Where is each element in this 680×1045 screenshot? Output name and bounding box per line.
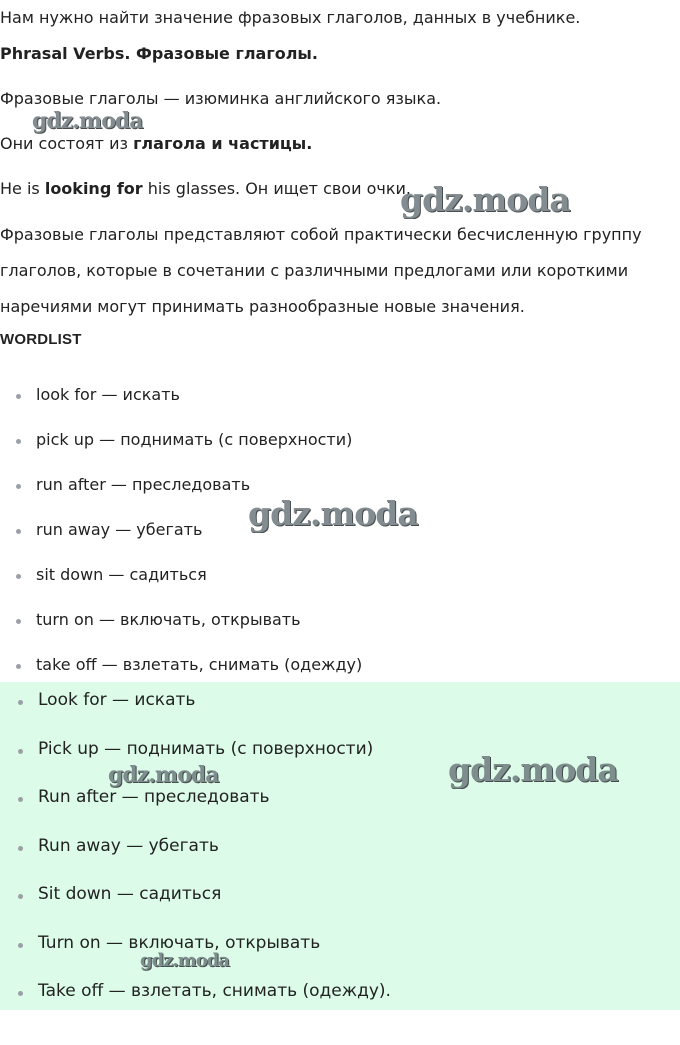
paragraph-2-bold: глагола и частицы. [133, 134, 313, 153]
paragraph-2 [0, 134, 312, 153]
bullet-icon [18, 943, 23, 948]
paragraph-3-line-3: наречиями могут принимать разнообразные новые значения. [0, 297, 525, 316]
example-prefix: He is [0, 179, 45, 198]
watermark: gdz.moda [248, 494, 418, 533]
bullet-icon [16, 664, 21, 669]
watermark: gdz.moda [108, 762, 219, 788]
intro-text: Нам нужно найти значение фразовых глаголов, данных в учебнике. [0, 8, 581, 27]
bullet-icon [18, 797, 23, 802]
bullet-icon [16, 394, 21, 399]
bullet-icon [18, 749, 23, 754]
watermark: gdz.moda [32, 108, 143, 134]
section-heading: Phrasal Verbs. Фразовые глаголы. [0, 44, 318, 63]
bullet-icon [18, 991, 23, 996]
watermark: gdz.moda [400, 180, 570, 219]
paragraph-1: Фразовые глаголы — изюминка английского языка. [0, 89, 442, 108]
watermark: gdz.moda [448, 750, 618, 789]
paragraph-3-line-2: глаголов, которые в сочетании с различными предлогами или короткими [0, 261, 629, 280]
bullet-icon [16, 484, 21, 489]
example-sentence [0, 179, 411, 198]
wordlist-title: WORDLIST [0, 331, 82, 348]
bullet-icon [18, 846, 23, 851]
bullet-icon [18, 700, 23, 705]
bullet-icon [18, 894, 23, 899]
bullet-icon [16, 529, 21, 534]
bullet-icon [16, 439, 21, 444]
paragraph-2-prefix: Они состоят из [0, 134, 134, 153]
bullet-icon [16, 574, 21, 579]
watermark: gdz.moda [140, 950, 229, 971]
example-suffix: his glasses. Он ищет свои очки. [142, 179, 411, 198]
answer-box: Look for — искать Pick up — поднимать (с поверхности) Run after — преследовать Run away — убегать Sit down — садиться Turn on — включать, открывать Take off — взлетать, снимать (одежду). [0, 682, 680, 1010]
paragraph-3-line-1: Фразовые глаголы представляют собой практически бесчисленную группу [0, 225, 642, 244]
bullet-icon [16, 619, 21, 624]
example-bold: looking for [44, 179, 143, 198]
